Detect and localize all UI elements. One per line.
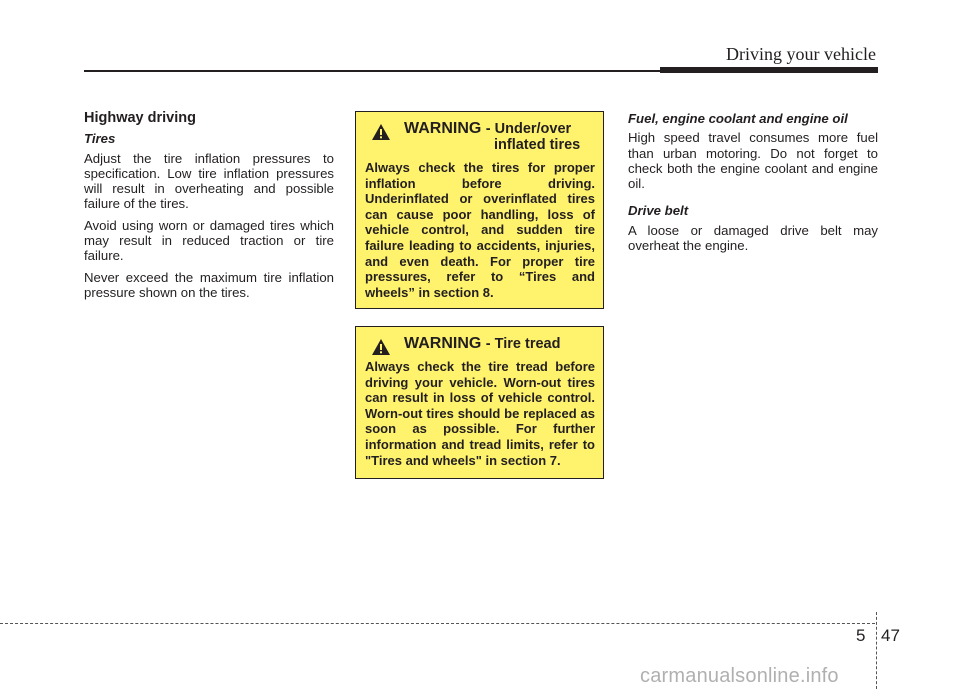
warning-body: Always check the tires for proper inflation before driving. Underinflated or overinflated tires can cause poor handling, loss of vehicle control, and sudden tire failure leading to accidents, injuries, and even death. For proper tire pressures, refer to “Tires and wheels” in section 8. [365, 160, 595, 300]
header-bar [660, 67, 878, 73]
warning-label: WARNING [404, 335, 482, 352]
chapter-number: 5 [856, 626, 866, 645]
warning-topic: - Tire tread [485, 336, 561, 352]
page-number-separator [876, 612, 877, 689]
section-heading: Highway driving [84, 110, 196, 126]
paragraph: High speed travel consumes more fuel than urban motoring. Do not forget to check both the engine coolant and engine oil. [628, 130, 878, 192]
paragraph: A loose or damaged drive belt may overheat the engine. [628, 222, 878, 254]
warning-triangle-icon [371, 123, 391, 141]
subheading-fuel: Fuel, engine coolant and engine oil [628, 111, 848, 126]
warning-label: WARNING [404, 120, 482, 137]
paragraph: Avoid using worn or damaged tires which may result in reduced traction or tire failure. [84, 217, 334, 264]
header-rule [84, 70, 660, 72]
paragraph: Adjust the tire inflation pressures to specification. Low tire inflation pressures will result in overheating and possible failure of the tires. [84, 150, 334, 212]
warning-box-tread [355, 326, 604, 479]
warning-box-inflation [355, 111, 604, 309]
page-number: 47 [881, 626, 900, 645]
warning-title [404, 335, 560, 353]
page-header-title: Driving your vehicle [726, 44, 876, 64]
subheading-drive-belt: Drive belt [628, 203, 689, 219]
subheading-tires: Tires [84, 131, 116, 147]
right-column [628, 111, 878, 259]
warning-title [404, 120, 571, 138]
warning-triangle-icon [371, 338, 391, 356]
warning-topic: - Under/over [485, 121, 572, 137]
paragraph: Never exceed the maximum tire inflation pressure shown on the tires. [84, 269, 334, 300]
warning-body: Always check the tire tread before driving your vehicle. Worn-out tires can result in loss of vehicle control. Worn-out tires should be replaced as soon as possible. For further information and tread limits, refer to "Tires and wheels" in section 7. [365, 359, 595, 468]
footer-rule [0, 623, 875, 624]
watermark: carmanualsonline.info [640, 665, 839, 687]
warning-topic-line2: inflated tires [494, 137, 581, 153]
left-column [84, 111, 334, 306]
